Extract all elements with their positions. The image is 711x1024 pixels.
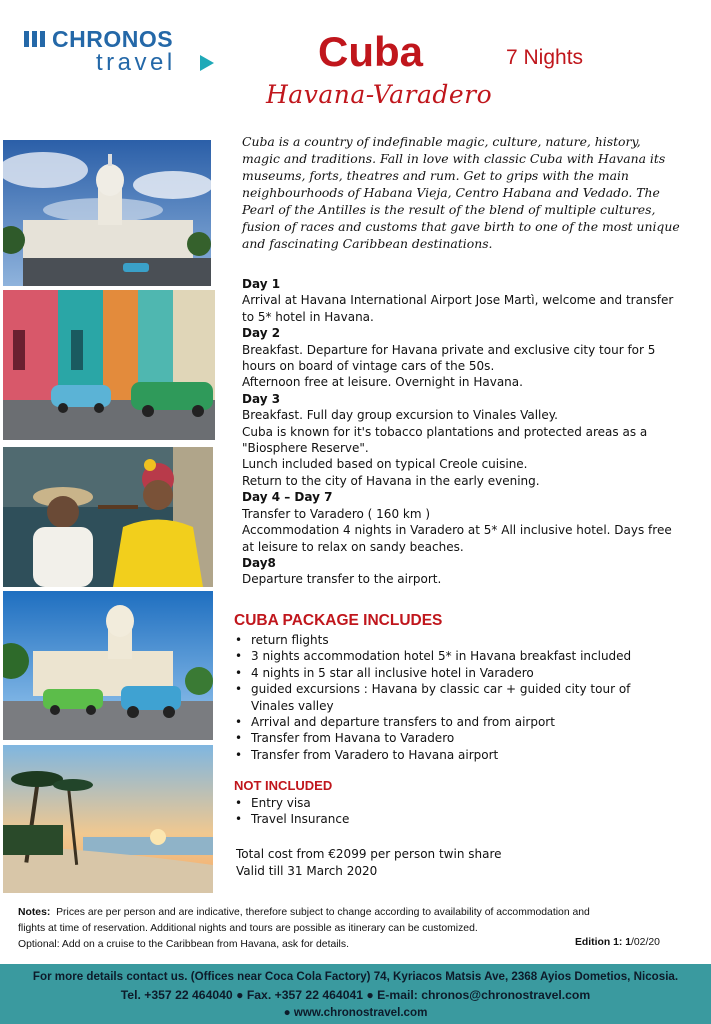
footer-address: For more details contact us. (Offices near Coca Cola Factory) 74, Kyriacos Matsis Ave, 2368 Ayios Dometios, Nicosia.: [32, 970, 679, 983]
page-subtitle: Havana-Varadero: [266, 80, 493, 109]
list-item: • Entry visa: [234, 795, 674, 811]
logo-arrow-icon: [200, 55, 214, 71]
day-3-text: Return to the city of Havana in the early evening.: [242, 473, 540, 488]
day-1-text: Arrival at Havana International Airport Jose Martì, welcome and transfer to 5* hotel in Havana.: [242, 293, 674, 324]
list-item: • Travel Insurance: [234, 811, 674, 827]
day-8-text: Departure transfer to the airport.: [242, 572, 442, 587]
package-includes-heading: CUBA PACKAGE INCLUDES: [234, 612, 443, 629]
cost-block: [236, 846, 502, 879]
day-8-heading: Day8: [242, 555, 276, 570]
optional-text: Optional: Add on a cruise to the Caribbean from Havana, ask for details.: [18, 938, 349, 950]
nights-label: 7 Nights: [506, 46, 584, 69]
list-item: • Transfer from Havana to Varadero: [234, 730, 674, 746]
capitol-classic-cars-photo: [3, 591, 213, 740]
logo-name-top: CHRONOS: [52, 26, 174, 52]
list-item: • guided excursions : Havana by classic car + guided city tour of Vinales valley: [234, 681, 674, 714]
day-2-text: Breakfast. Departure for Havana private and exclusive city tour for 5 hours on board of vintage cars of the 50s.: [242, 342, 656, 374]
capitol-building-photo: [3, 140, 211, 286]
day-1-heading: Day 1: [242, 277, 281, 291]
list-item: • Arrival and departure transfers to and from airport: [234, 714, 674, 730]
day-2-heading: Day 2: [242, 326, 281, 341]
notes-text: flights at time of reservation. Additional nights and tours are possible as itinerary can be customized.: [18, 922, 478, 934]
footer-website-link[interactable]: ● www.chronostravel.com: [283, 1006, 428, 1019]
day-3-text: Cuba is known for it's tobacco plantations and protected areas as a "Biosphere Reserve".: [242, 424, 648, 456]
page-title: Cuba: [318, 28, 423, 75]
day-2-text: Afternoon free at leisure. Overnight in Havana.: [242, 375, 523, 390]
notes-label: Notes:: [18, 907, 51, 918]
edition-label: Edition 1: 1/02/20: [575, 937, 660, 948]
beach-sunset-photo: [3, 745, 213, 893]
day-4-7-heading: Day 4 – Day 7: [242, 490, 333, 505]
list-item: • 4 nights in 5 star all inclusive hotel in Varadero: [234, 665, 674, 681]
list-item: • return flights: [234, 632, 674, 648]
chronos-travel-logo: [24, 26, 224, 76]
package-includes-list: [234, 632, 674, 763]
valid-until: Valid till 31 March 2020: [236, 863, 378, 878]
not-included-list: [234, 795, 674, 828]
day-4-7-text: Accommodation 4 nights in Varadero at 5* All inclusive hotel. Days free at leisure to relax on sandy beaches.: [242, 523, 672, 554]
not-included-heading: NOT INCLUDED: [234, 778, 333, 793]
notes-text: Prices are per person and are indicative, therefore subject to change according to availability of accommodation and: [56, 907, 590, 918]
day-3-text: Lunch included based on typical Creole cuisine.: [242, 457, 528, 472]
colorful-street-cars-photo: [3, 290, 215, 440]
day-3-text: Breakfast. Full day group excursion to Vinales Valley.: [242, 408, 558, 423]
day-4-7-text: Transfer to Varadero ( 160 km ): [242, 506, 431, 521]
logo-bars-icon: [24, 31, 50, 47]
logo-name-bottom: travel: [96, 49, 176, 76]
contact-footer: [0, 964, 711, 1024]
list-item: • 3 nights accommodation hotel 5* in Havana breakfast included: [234, 648, 674, 664]
cuban-women-cigars-photo: [3, 447, 213, 587]
day-3-heading: Day 3: [242, 391, 281, 406]
footer-contact: Tel. +357 22 464040 ● Fax. +357 22 464041 ● E-mail: chronos@chronostravel.com: [120, 988, 591, 1002]
itinerary: [242, 276, 682, 588]
intro-paragraph: Cuba is a country of indefinable magic, culture, nature, history, magic and traditions. Fall in love with classic Cuba with Havana its museums, forts, theatres and rum. Get to grips with the main neighbourhoods of Habana Vieja, Centro Habana and Vedado. The Pearl of the Antilles is the result of the blend of multiple cultures, fusion of races and customs that gave birth to one of the most unique and fascinating Caribbean destinations.: [242, 134, 680, 251]
list-item: • Transfer from Varadero to Havana airport: [234, 747, 674, 763]
total-cost: Total cost from €2099 per person twin share: [236, 847, 502, 861]
